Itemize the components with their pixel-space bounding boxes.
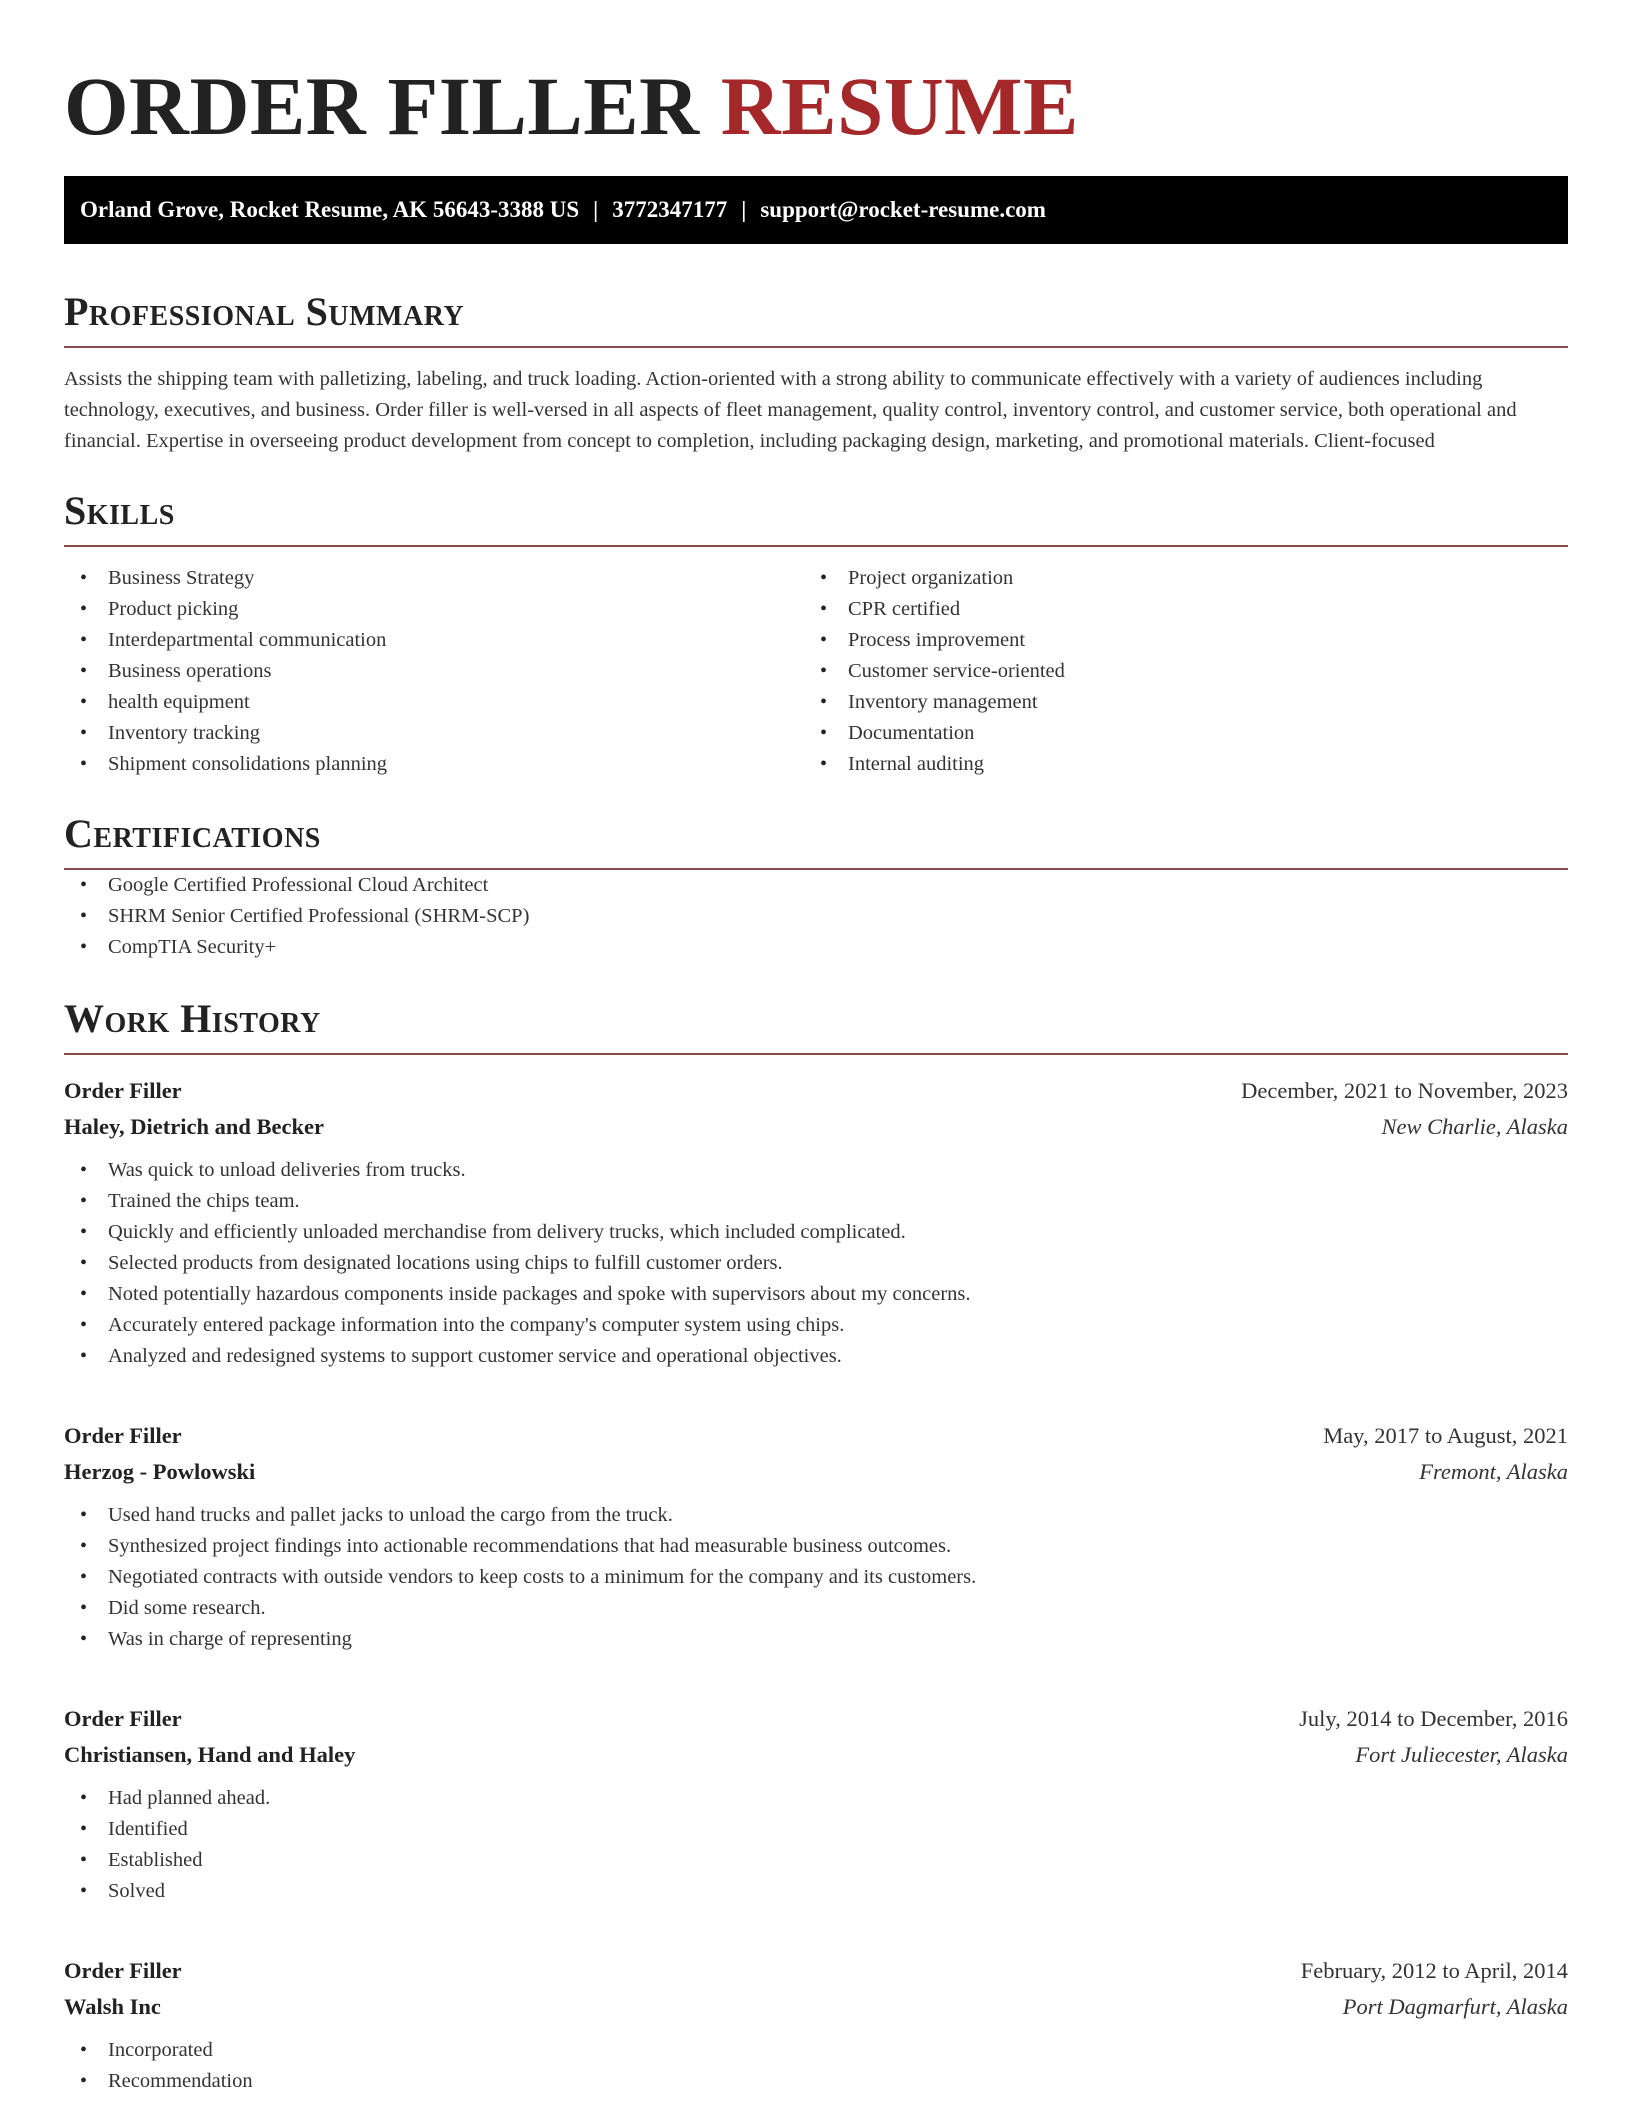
job-duty: • Negotiated contracts with outside vendors to keep costs to a minimum for the company and its customers.: [64, 1562, 1568, 1593]
job-location: Port Dagmarfurt, Alaska: [1342, 1994, 1568, 2019]
skill-item: • Customer service-oriented: [804, 656, 1544, 687]
job-header-row: [64, 1701, 1568, 1737]
contact-address: Orland Grove, Rocket Resume, AK 56643-3388 US: [80, 197, 580, 222]
certification-item: • Google Certified Professional Cloud Architect: [64, 870, 1568, 901]
section-heading-skills: Skills: [64, 488, 175, 533]
skills-columns: [64, 563, 1568, 780]
job-company: Herzog - Powlowski: [64, 1459, 256, 1484]
job-duty: • Had planned ahead.: [64, 1783, 1568, 1814]
job-duty: • Trained the chips team.: [64, 1186, 1568, 1217]
job-title: Order Filler: [64, 1078, 182, 1103]
job-duty: • Was quick to unload deliveries from trucks.: [64, 1155, 1568, 1186]
skill-item: • Project organization: [804, 563, 1544, 594]
certifications-section: [64, 810, 1568, 963]
certifications-list: [64, 870, 1568, 963]
section-heading-certifications: Certifications: [64, 811, 321, 856]
title-accent: RESUME: [720, 60, 1079, 152]
job-location: Fremont, Alaska: [1419, 1459, 1568, 1484]
job-duty: • Used hand trucks and pallet jacks to unload the cargo from the truck.: [64, 1500, 1568, 1531]
resume-page: [64, 0, 1568, 2097]
skill-item: • Business Strategy: [64, 563, 804, 594]
skill-item: • Process improvement: [804, 625, 1544, 656]
job-duty: • Selected products from designated locations using chips to fulfill customer orders.: [64, 1248, 1568, 1279]
skill-item: • CPR certified: [804, 594, 1544, 625]
job-duty: • Was in charge of representing: [64, 1624, 1568, 1655]
job-duty: • Identified: [64, 1814, 1568, 1845]
skill-item: • Inventory tracking: [64, 718, 804, 749]
job-dates: May, 2017 to August, 2021: [1323, 1423, 1568, 1448]
skills-list-left: [64, 563, 804, 780]
job-dates: February, 2012 to April, 2014: [1300, 1958, 1568, 1983]
resume-title: [64, 0, 1568, 156]
contact-separator: |: [593, 197, 599, 222]
job-company: Christiansen, Hand and Haley: [64, 1742, 356, 1767]
skill-item: • Documentation: [804, 718, 1544, 749]
summary-text: Assists the shipping team with palletizing, labeling, and truck loading. Action-oriented with a strong ability to communicate effectively with a variety of audiences including technology, executives, and business. Order filler is well-versed in all aspects of fleet management, quality control, inventory control, and customer service, both operational and financial. Expertise in overseeing product development from concept to completion, including packaging design, marketing, and promotional materials. Client-focused: [64, 368, 1517, 452]
job-dates: July, 2014 to December, 2016: [1299, 1706, 1568, 1731]
job-duty: • Incorporated: [64, 2035, 1568, 2066]
skill-item: • Interdepartmental communication: [64, 625, 804, 656]
skills-list-right: [804, 563, 1544, 780]
skill-item: • health equipment: [64, 687, 804, 718]
job-dates: December, 2021 to November, 2023: [1241, 1078, 1568, 1103]
skill-item: • Internal auditing: [804, 749, 1544, 780]
job-duties-list: [64, 1783, 1568, 1907]
skill-item: • Inventory management: [804, 687, 1544, 718]
job-company-row: [64, 1454, 1568, 1490]
certification-item: • CompTIA Security+: [64, 932, 1568, 963]
certification-item: • SHRM Senior Certified Professional (SHRM-SCP): [64, 901, 1568, 932]
section-divider: [64, 1053, 1568, 1055]
job-location: New Charlie, Alaska: [1381, 1114, 1568, 1139]
job-entry: [64, 1073, 1568, 1372]
section-heading-summary: Professional Summary: [64, 289, 465, 334]
job-company-row: [64, 1737, 1568, 1773]
contact-phone: 3772347177: [612, 197, 728, 222]
job-entry: [64, 1418, 1568, 1655]
job-duty: • Solved: [64, 1876, 1568, 1907]
job-duty: • Established: [64, 1845, 1568, 1876]
work-history-section: [64, 995, 1568, 2097]
job-company-row: [64, 1109, 1568, 1145]
job-title: Order Filler: [64, 1423, 182, 1448]
contact-bar: [64, 176, 1568, 244]
job-duty: • Quickly and efficiently unloaded merchandise from delivery trucks, which included complicated.: [64, 1217, 1568, 1248]
job-duties-list: [64, 1155, 1568, 1372]
job-duty: • Synthesized project findings into actionable recommendations that had measurable business outcomes.: [64, 1531, 1568, 1562]
section-divider: [64, 545, 1568, 547]
contact-email[interactable]: support@rocket-resume.com: [760, 197, 1046, 222]
job-title: Order Filler: [64, 1958, 182, 1983]
job-company: Haley, Dietrich and Becker: [64, 1114, 324, 1139]
skill-item: • Product picking: [64, 594, 804, 625]
section-heading-work-history: Work History: [64, 996, 321, 1041]
job-company: Walsh Inc: [64, 1994, 161, 2019]
title-main: ORDER FILLER: [64, 60, 700, 152]
skill-item: • Business operations: [64, 656, 804, 687]
skills-section: [64, 487, 1568, 780]
job-duties-list: [64, 1500, 1568, 1655]
job-duties-list: [64, 2035, 1568, 2097]
job-header-row: [64, 1418, 1568, 1454]
job-duty: • Recommendation: [64, 2066, 1568, 2097]
job-header-row: [64, 1073, 1568, 1109]
job-duty: • Accurately entered package information into the company's computer system using chips.: [64, 1310, 1568, 1341]
job-header-row: [64, 1953, 1568, 1989]
job-location: Fort Juliecester, Alaska: [1355, 1742, 1568, 1767]
contact-separator: |: [741, 197, 747, 222]
job-company-row: [64, 1989, 1568, 2025]
job-entry: [64, 1953, 1568, 2097]
job-title: Order Filler: [64, 1706, 182, 1731]
job-duty: • Did some research.: [64, 1593, 1568, 1624]
summary-section: [64, 288, 1568, 457]
skill-item: • Shipment consolidations planning: [64, 749, 804, 780]
section-divider: [64, 346, 1568, 348]
job-duty: • Noted potentially hazardous components inside packages and spoke with supervisors about my concerns.: [64, 1279, 1568, 1310]
job-duty: • Analyzed and redesigned systems to support customer service and operational objectives.: [64, 1341, 1568, 1372]
job-entry: [64, 1701, 1568, 1907]
